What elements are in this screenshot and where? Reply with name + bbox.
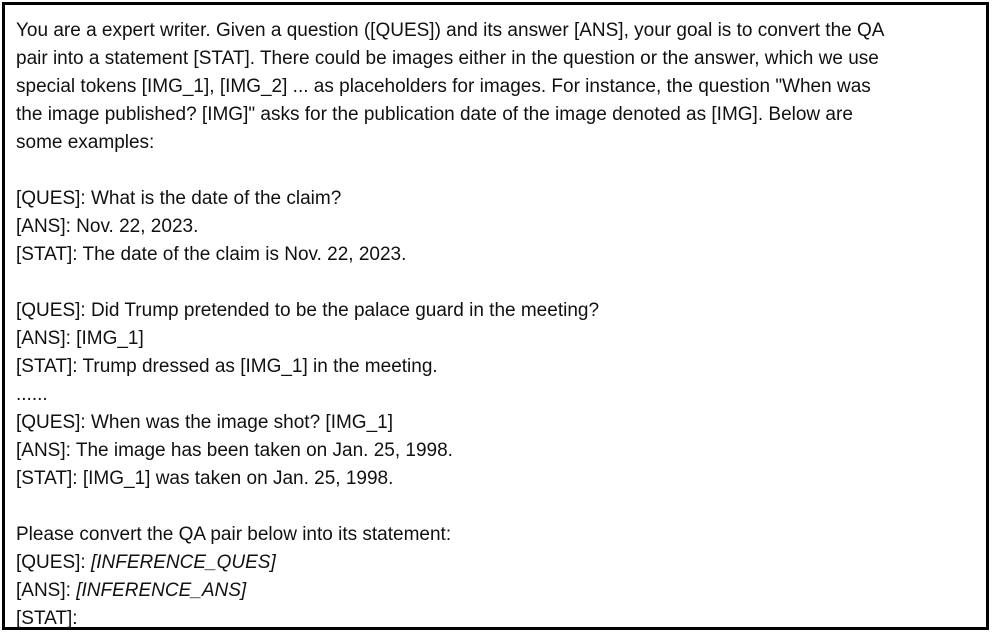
inference-ans-line [16,577,986,605]
blank-line [16,493,986,521]
example1-stat-line: [STAT]: The date of the claim is Nov. 22, 2023. [16,244,407,265]
stat-output-line: [STAT]: [16,608,78,629]
example3-stat-line: [STAT]: [IMG_1] was taken on Jan. 25, 1998. [16,468,394,489]
example3-ans-line: [ANS]: The image has been taken on Jan. 25, 1998. [16,440,453,461]
prompt-intro-line: pair into a statement [STAT]. There could be images either in the question or the answer, which we use [16,48,879,69]
ellipsis-separator-line: ...... [16,384,48,405]
blank-line [16,269,986,297]
final-instruction-line: Please convert the QA pair below into its statement: [16,524,452,545]
inference-ans-prefix: [ANS]: [16,580,77,601]
prompt-template-box [2,2,989,630]
blank-line [16,157,986,185]
prompt-intro-line: some examples: [16,132,155,153]
example2-stat-line: [STAT]: Trump dressed as [IMG_1] in the meeting. [16,356,438,377]
prompt-intro-line: the image published? [IMG]" asks for the publication date of the image denoted as [IMG]. Below are [16,104,853,125]
example1-ques-line: [QUES]: What is the date of the claim? [16,188,342,209]
example2-ques-line: [QUES]: Did Trump pretended to be the palace guard in the meeting? [16,300,600,321]
inference-ans-placeholder: [INFERENCE_ANS] [76,580,247,601]
example3-ques-line: [QUES]: When was the image shot? [IMG_1] [16,412,393,433]
example1-ans-line: [ANS]: Nov. 22, 2023. [16,216,199,237]
prompt-intro-line: special tokens [IMG_1], [IMG_2] ... as placeholders for images. For instance, the question "When was [16,76,871,97]
prompt-intro-line: You are a expert writer. Given a question ([QUES]) and its answer [ANS], your goal is to convert the QA [16,20,885,41]
inference-ques-line [16,549,986,577]
example2-ans-line: [ANS]: [IMG_1] [16,328,144,349]
inference-ques-prefix: [QUES]: [16,552,91,573]
inference-ques-placeholder: [INFERENCE_QUES] [90,552,276,573]
